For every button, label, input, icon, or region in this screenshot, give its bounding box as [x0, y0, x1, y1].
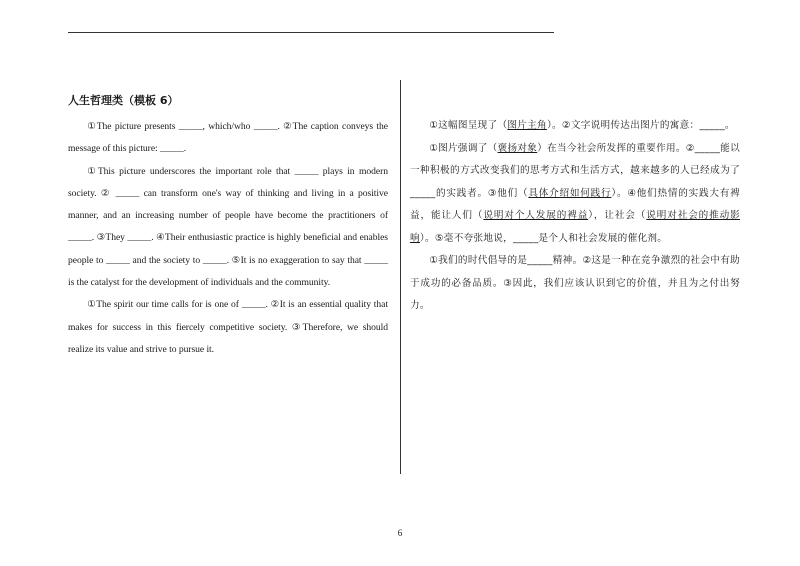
text-segment: ），让社会（ — [588, 210, 647, 221]
header-rule — [68, 32, 554, 33]
chinese-column — [410, 115, 740, 318]
english-paragraph-1: ①The picture presents _____, which/who _____. ②The caption conveys the message of this picture: _____. — [68, 121, 388, 155]
text-segment: ）在当今社会所发挥的重要作用。②_____能以一种积极的方式改变我们的思考方式和生活方式，越来越多的人已经成为了_____的实践者。③他们（ — [410, 142, 741, 199]
text-segment: ①这幅图呈现了（ — [429, 120, 508, 131]
chinese-paragraph-3: ①我们的时代倡导的是_____精神。②这是一种在竞争激烈的社会中有助于成功的必备品质。③因此，我们应该认识到它的价值，并且为之付出努力。 — [410, 255, 740, 311]
underlined-hint: 说明对社会的推动影响 — [410, 210, 741, 244]
underlined-hint: 图片主角 — [507, 120, 547, 131]
chinese-paragraph-1 — [410, 115, 740, 138]
page-number: 6 — [397, 528, 403, 538]
english-paragraph-2: ①This picture underscores the important role that _____ plays in modern society. ② _____ can transform one's way of thinking and living in a positive manner, and an increasing number of people have become the practitioners of _____. ③They _____. ④Their enthusiastic practice is highly beneficial and enables people to _____ and the society to _____. ⑤It is no exaggeration to say that _____ is the catalyst for the development of individuals and the community. — [68, 165, 388, 289]
chinese-paragraph-2 — [410, 138, 740, 251]
section-heading: 人生哲理类（模板 6） — [68, 94, 179, 107]
underlined-hint: 褒扬对象 — [497, 142, 538, 154]
column-divider — [400, 80, 401, 474]
text-segment: ）。④他们热情的实践大有裨益，能让人们（ — [410, 187, 740, 221]
english-column — [68, 92, 388, 361]
text-segment: ）。②文字说明传达出图片的寓意：_____。 — [546, 120, 735, 131]
english-paragraph-3: ①The spirit our time calls for is one of _____. ②It is an essential quality that makes for success in this fiercely competitive society. ③Therefore, we should realize its value and strive to pursue it. — [68, 299, 388, 355]
text-segment: ①图片强调了（ — [429, 142, 498, 154]
underlined-hint: 说明对个人发展的裨益 — [483, 210, 589, 221]
underlined-hint: 具体介绍如何践行 — [528, 187, 612, 199]
text-segment: ）。⑤毫不夸张地说，_____是个人和社会发展的催化剂。 — [419, 232, 668, 244]
